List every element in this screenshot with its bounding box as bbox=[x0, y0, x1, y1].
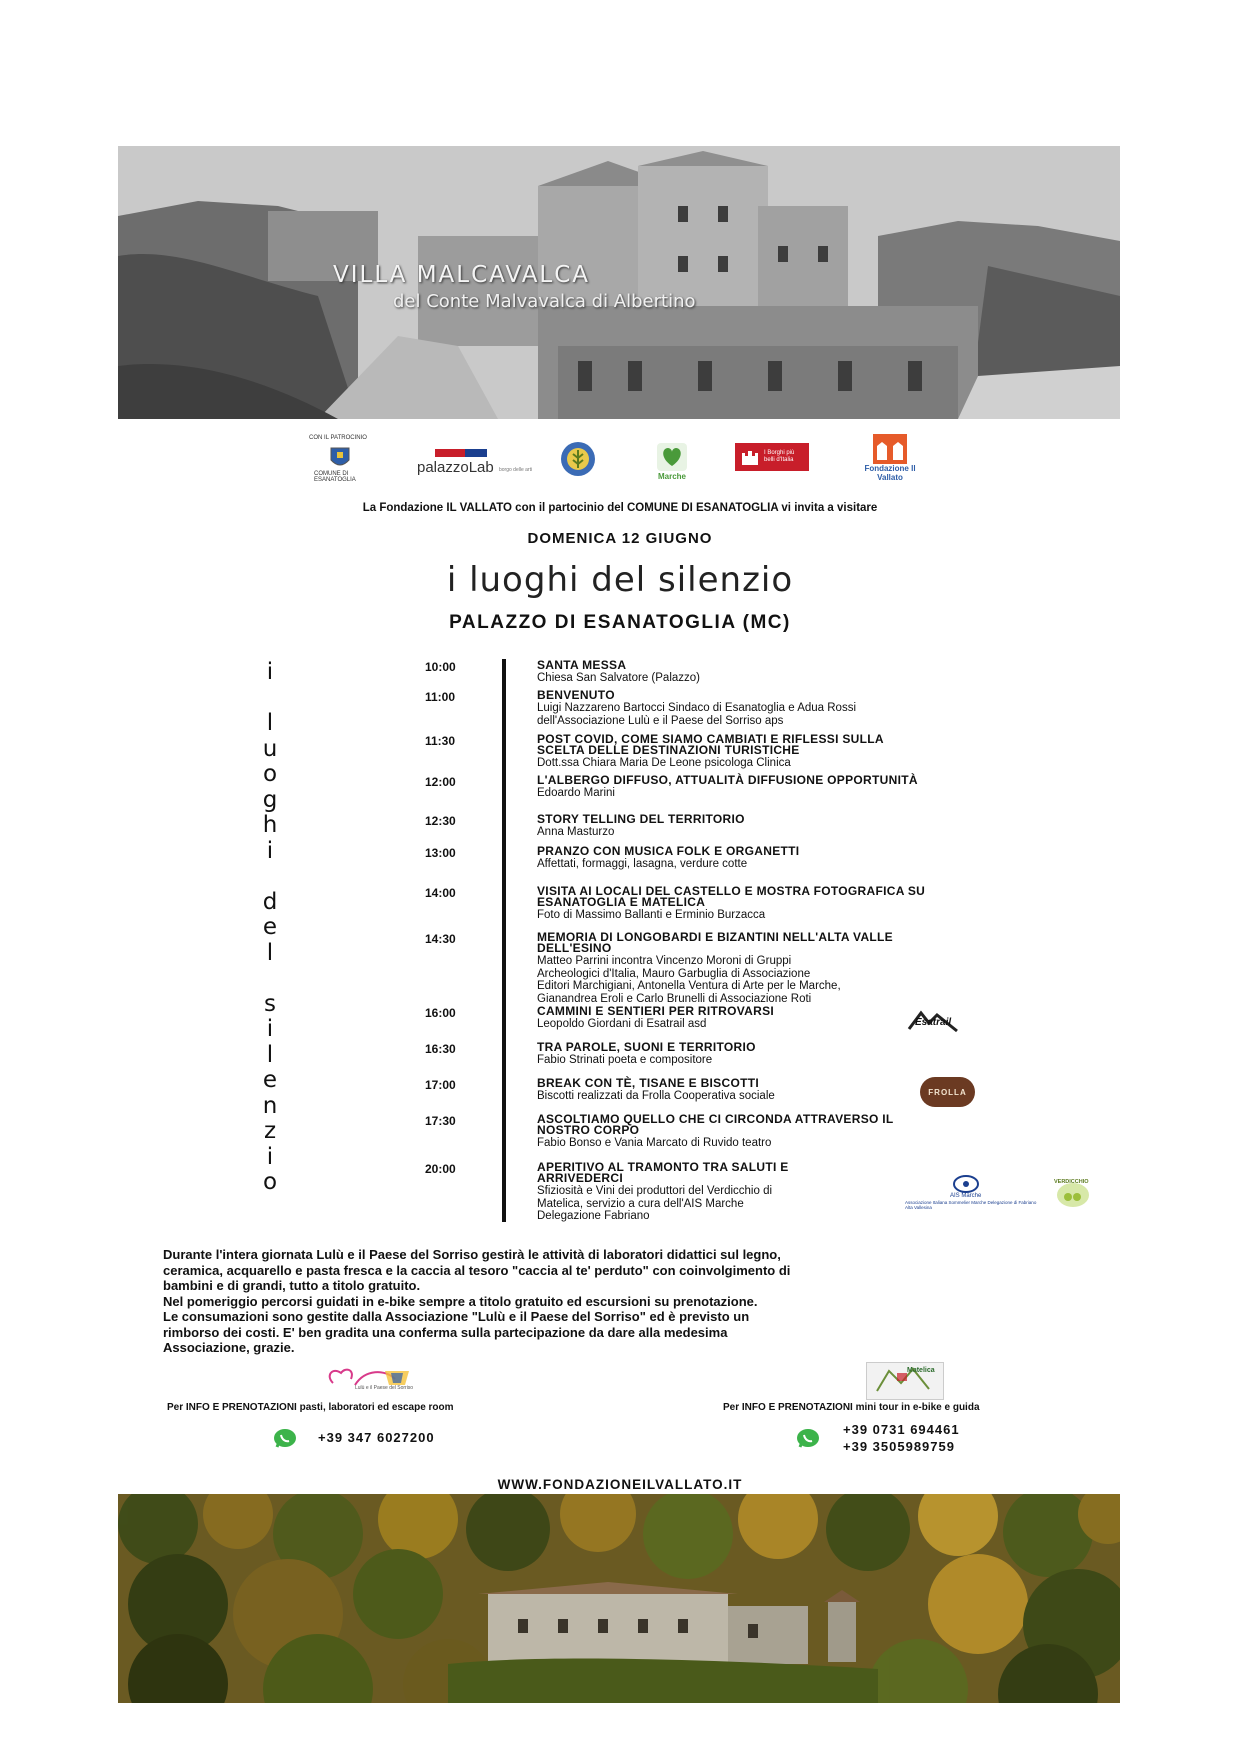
vertical-letter bbox=[255, 864, 285, 890]
esatrail-text: Esatrail bbox=[915, 1017, 952, 1028]
schedule-title bbox=[537, 814, 1092, 825]
schedule-description-line: Biscotti realizzati da Frolla Cooperativa sociale bbox=[537, 1090, 775, 1102]
schedule-title-line: POST COVID, COME SIAMO CAMBIATI E RIFLESSI SULLA bbox=[537, 732, 884, 746]
vertical-letter: n bbox=[262, 1092, 278, 1119]
schedule-title-line: BENVENUTO bbox=[537, 688, 615, 702]
schedule-description-line: Archeologici d'Italia, Mauro Garbuglia di Associazione bbox=[537, 967, 811, 980]
schedule-title-line: CAMMINI E SENTIERI PER RITROVARSI bbox=[537, 1004, 775, 1018]
schedule-title bbox=[537, 660, 1092, 671]
patronage-label: CON IL PATROCINIO bbox=[309, 435, 367, 441]
schedule-title-line: APERITIVO AL TRAMONTO TRA SALUTI E bbox=[537, 1160, 789, 1174]
schedule-title-line: PRANZO CON MUSICA FOLK E ORGANETTI bbox=[537, 844, 800, 858]
vertical-title bbox=[255, 660, 285, 1196]
schedule-description-line: Delegazione Fabriano bbox=[537, 1210, 650, 1222]
event-date: DOMENICA 12 GIUGNO bbox=[527, 530, 713, 547]
bottom-landscape-illustration bbox=[118, 1494, 1120, 1703]
schedule-time: 17:30 bbox=[425, 1114, 456, 1128]
schedule-title-line: BREAK CON TÈ, TISANE E BISCOTTI bbox=[537, 1076, 759, 1090]
invite-text: La Fondazione IL VALLATO con il partocinio del COMUNE DI ESANATOGLIA vi invita a visitare bbox=[362, 502, 878, 514]
vertical-letter: l bbox=[266, 1041, 274, 1068]
vertical-letter: i bbox=[266, 837, 274, 864]
schedule-description bbox=[537, 1137, 977, 1150]
verdicchio-logo bbox=[1050, 1175, 1096, 1209]
hero-photo bbox=[118, 146, 1120, 419]
verdicchio-text: VERDICCHIO bbox=[1054, 1179, 1089, 1185]
schedule-time: 12:30 bbox=[425, 814, 456, 828]
schedule-description bbox=[537, 787, 977, 800]
schedule-time: 10:00 bbox=[425, 660, 456, 674]
schedule-description-line: Fabio Bonso e Vania Marcato di Ruvido teatro bbox=[537, 1137, 772, 1149]
schedule-time: 14:30 bbox=[425, 932, 456, 946]
schedule-description-line: Gianandrea Eroli e Carlo Brunelli di Associazione Roti bbox=[537, 992, 812, 1005]
schedule-title bbox=[537, 775, 1092, 786]
schedule-time: 16:00 bbox=[425, 1006, 456, 1020]
paragraph-line: ceramica, acquarello e pasta fresca e la caccia al tesoro "caccia al te' perduto" con coinvolgimento di bbox=[163, 1262, 791, 1278]
schedule-description-line: Matelica, servizio a cura dell'AIS Marche bbox=[537, 1197, 744, 1210]
vertical-letter bbox=[255, 966, 285, 992]
ais-logo bbox=[905, 1175, 1045, 1209]
marche-heart-icon bbox=[656, 442, 688, 472]
matelica-text: Matelica bbox=[907, 1367, 935, 1374]
vertical-letter: z bbox=[263, 1118, 277, 1144]
schedule-description bbox=[537, 757, 977, 770]
schedule-title-line: ASCOLTIAMO QUELLO CHE CI CIRCONDA ATTRAVERSO IL bbox=[537, 1112, 894, 1126]
schedule-title-line: ARRIVEDERCI bbox=[537, 1171, 623, 1185]
schedule-description bbox=[537, 955, 977, 1005]
comune-crest-icon bbox=[328, 445, 352, 471]
paragraph-line: Nel pomeriggio percorsi guidati in e-bike sempre a titolo gratuito ed escursioni su prenotazione. bbox=[163, 1293, 758, 1309]
ais-icon bbox=[953, 1175, 979, 1193]
schedule-description bbox=[537, 826, 977, 839]
schedule-title bbox=[537, 1078, 1092, 1089]
vertical-letter: u bbox=[262, 735, 278, 762]
schedule-time: 11:00 bbox=[425, 690, 456, 704]
wheat-seal-icon bbox=[558, 439, 598, 479]
info-left-label: Per INFO E PRENOTAZIONI pasti, laboratori ed escape room bbox=[167, 1402, 454, 1413]
info-paragraph bbox=[163, 1247, 1083, 1356]
schedule-description-line: Chiesa San Salvatore (Palazzo) bbox=[537, 672, 700, 684]
marche-text: Marche bbox=[657, 471, 686, 481]
schedule-title-line: DELL'ESINO bbox=[537, 941, 612, 955]
schedule-description-line: Leopoldo Giordani di Esatrail asd bbox=[537, 1018, 707, 1030]
schedule-description bbox=[537, 672, 977, 685]
whatsapp-icon bbox=[273, 1428, 297, 1448]
bottom-photo bbox=[118, 1494, 1120, 1703]
vertical-letter: i bbox=[266, 1016, 274, 1042]
schedule-description bbox=[537, 1054, 977, 1067]
schedule-title bbox=[537, 846, 1092, 857]
vertical-letter: i bbox=[266, 1143, 274, 1170]
vertical-letter: g bbox=[262, 786, 278, 813]
info-right-phone-2[interactable]: +39 3505989759 bbox=[843, 1439, 955, 1454]
vertical-letter bbox=[255, 686, 285, 712]
ais-subtext: Associazione Italiana Sommelier Marche Delegazione di Fabriano Alta Vallesina bbox=[905, 1200, 1037, 1210]
schedule-title-line: SANTA MESSA bbox=[537, 658, 627, 672]
schedule-title-line: VISITA AI LOCALI DEL CASTELLO E MOSTRA FOTOGRAFICA SU bbox=[537, 884, 926, 898]
ais-label: AIS Marche bbox=[950, 1193, 982, 1199]
vertical-letter: e bbox=[262, 1067, 278, 1093]
schedule-title bbox=[537, 734, 1092, 756]
schedule-description-line: Dott.ssa Chiara Maria De Leone psicologa Clinica bbox=[537, 757, 791, 769]
website-link[interactable]: WWW.FONDAZIONEILVALLATO.IT bbox=[497, 1477, 743, 1492]
info-left-phone[interactable]: +39 347 6027200 bbox=[318, 1430, 435, 1445]
fondazione-logo bbox=[855, 433, 925, 483]
info-right-label: Per INFO E PRENOTAZIONI mini tour in e-bike e guida bbox=[723, 1402, 980, 1413]
schedule-title-line: STORY TELLING DEL TERRITORIO bbox=[537, 812, 745, 826]
schedule-description bbox=[537, 909, 977, 922]
schedule-title-line: NOSTRO CORPO bbox=[537, 1123, 640, 1137]
vertical-letter: o bbox=[262, 1169, 278, 1195]
schedule-title-line: SCELTA DELLE DESTINAZIONI TURISTICHE bbox=[537, 743, 800, 757]
schedule-description-line: Affettati, formaggi, lasagna, verdure cotte bbox=[537, 858, 748, 870]
paragraph-line: rimborso dei costi. E' ben gradita una conferma sulla partecipazione da dare alla medesima bbox=[163, 1324, 728, 1340]
paragraph-line: bambini e di grandi, tutto a titolo gratuito. bbox=[163, 1278, 421, 1293]
vertical-letter: e bbox=[262, 914, 278, 940]
marche-logo bbox=[650, 439, 694, 483]
schedule-description-line: Edoardo Marini bbox=[537, 787, 615, 799]
schedule-time: 17:00 bbox=[425, 1078, 456, 1092]
lulu-text: Lulù e il Paese del Sorriso bbox=[355, 1385, 414, 1391]
schedule-title bbox=[537, 1114, 1092, 1136]
schedule-title bbox=[537, 1006, 1092, 1017]
frolla-text: FROLLA bbox=[928, 1087, 967, 1097]
schedule-time: 16:30 bbox=[425, 1042, 456, 1056]
castle-icon bbox=[740, 447, 760, 467]
schedule-divider bbox=[502, 659, 506, 1222]
schedule-title-line: ESANATOGLIA E MATELICA bbox=[537, 895, 706, 909]
schedule-title-line: TRA PAROLE, SUONI E TERRITORIO bbox=[537, 1040, 756, 1054]
paragraph-line: Le consumazioni sono gestite dalla Associazione "Lulù e il Paese del Sorriso" ed è previsto un bbox=[163, 1309, 750, 1324]
schedule-time: 20:00 bbox=[425, 1162, 456, 1176]
schedule-time: 11:30 bbox=[425, 734, 456, 748]
hero-illustration bbox=[118, 146, 1120, 419]
frolla-logo bbox=[920, 1077, 975, 1107]
lulu-logo bbox=[325, 1365, 425, 1395]
schedule-description-line: Anna Masturzo bbox=[537, 826, 615, 838]
schedule-title-line: L'ALBERGO DIFFUSO, ATTUALITÀ DIFFUSIONE OPPORTUNITÀ bbox=[537, 773, 918, 787]
schedule-title bbox=[537, 932, 1092, 954]
comune-label: COMUNE DI ESANATOGLIA bbox=[314, 471, 356, 483]
borghi-logo bbox=[735, 443, 809, 471]
schedule-description-line: Foto di Massimo Ballanti e Erminio Burzacca bbox=[537, 909, 766, 921]
sponsor-logos bbox=[300, 433, 940, 485]
schedule-time: 13:00 bbox=[425, 846, 456, 860]
hero-subtitle: del Conte Malvavalca di Albertino bbox=[393, 291, 696, 312]
vertical-letter: i bbox=[266, 659, 274, 685]
palazzolab-logo bbox=[415, 445, 533, 481]
info-right-phone-1[interactable]: +39 0731 694461 bbox=[843, 1422, 960, 1437]
vertical-letter: o bbox=[262, 761, 278, 787]
palazzolab-text: palazzoLab bbox=[417, 459, 494, 476]
schedule-title bbox=[537, 690, 1092, 701]
schedule-description-line: Editori Marchigiani, Antonella Ventura di Arte per le Marche, bbox=[537, 980, 841, 992]
fondazione-text: Fondazione Il Vallato bbox=[864, 464, 916, 482]
hero-title: VILLA MALCAVALCA bbox=[333, 262, 591, 288]
vertical-letter: h bbox=[262, 812, 278, 838]
matelica-logo bbox=[866, 1362, 944, 1400]
location: PALAZZO DI ESANATOGLIA (MC) bbox=[449, 612, 791, 633]
schedule-title bbox=[537, 886, 1092, 908]
vertical-letter: d bbox=[262, 888, 278, 915]
fondazione-icon bbox=[873, 434, 907, 464]
schedule-description bbox=[537, 858, 977, 871]
paragraph-line: Associazione, grazie. bbox=[163, 1340, 295, 1355]
schedule-description bbox=[537, 702, 977, 727]
schedule-description-line: Sfiziosità e Vini dei produttori del Verdicchio di bbox=[537, 1185, 773, 1197]
vertical-letter: l bbox=[266, 710, 274, 736]
schedule-time: 12:00 bbox=[425, 775, 456, 789]
schedule-title bbox=[537, 1042, 1092, 1053]
schedule-description bbox=[537, 1087, 977, 1103]
palazzolab-tagline: borgo delle arti bbox=[499, 467, 533, 473]
schedule-description-line: Fabio Strinati poeta e compositore bbox=[537, 1054, 713, 1066]
schedule-time: 14:00 bbox=[425, 886, 456, 900]
whatsapp-icon bbox=[796, 1428, 820, 1448]
schedule-description-line: Luigi Nazzareno Bartocci Sindaco di Esanatoglia e Adua Rossi bbox=[537, 702, 856, 714]
vertical-letter: l bbox=[266, 939, 274, 966]
schedule-title-line: MEMORIA DI LONGOBARDI E BIZANTINI NELL'ALTA VALLE bbox=[537, 930, 893, 944]
schedule-description-line: dell'Associazione Lulù e il Paese del Sorriso aps bbox=[537, 714, 784, 727]
main-title: i luoghi del silenzio bbox=[446, 560, 794, 600]
borghi-text: I Borghi più belli d'Italia bbox=[764, 450, 795, 463]
paragraph-line: Durante l'intera giornata Lulù e il Paese del Sorriso gestirà le attività di laboratori didattici sul legno, bbox=[163, 1247, 781, 1262]
esatrail-logo bbox=[905, 1007, 963, 1037]
vertical-letter: s bbox=[264, 990, 276, 1017]
schedule-description-line: Matteo Parrini incontra Vincenzo Moroni di Gruppi bbox=[537, 955, 792, 967]
